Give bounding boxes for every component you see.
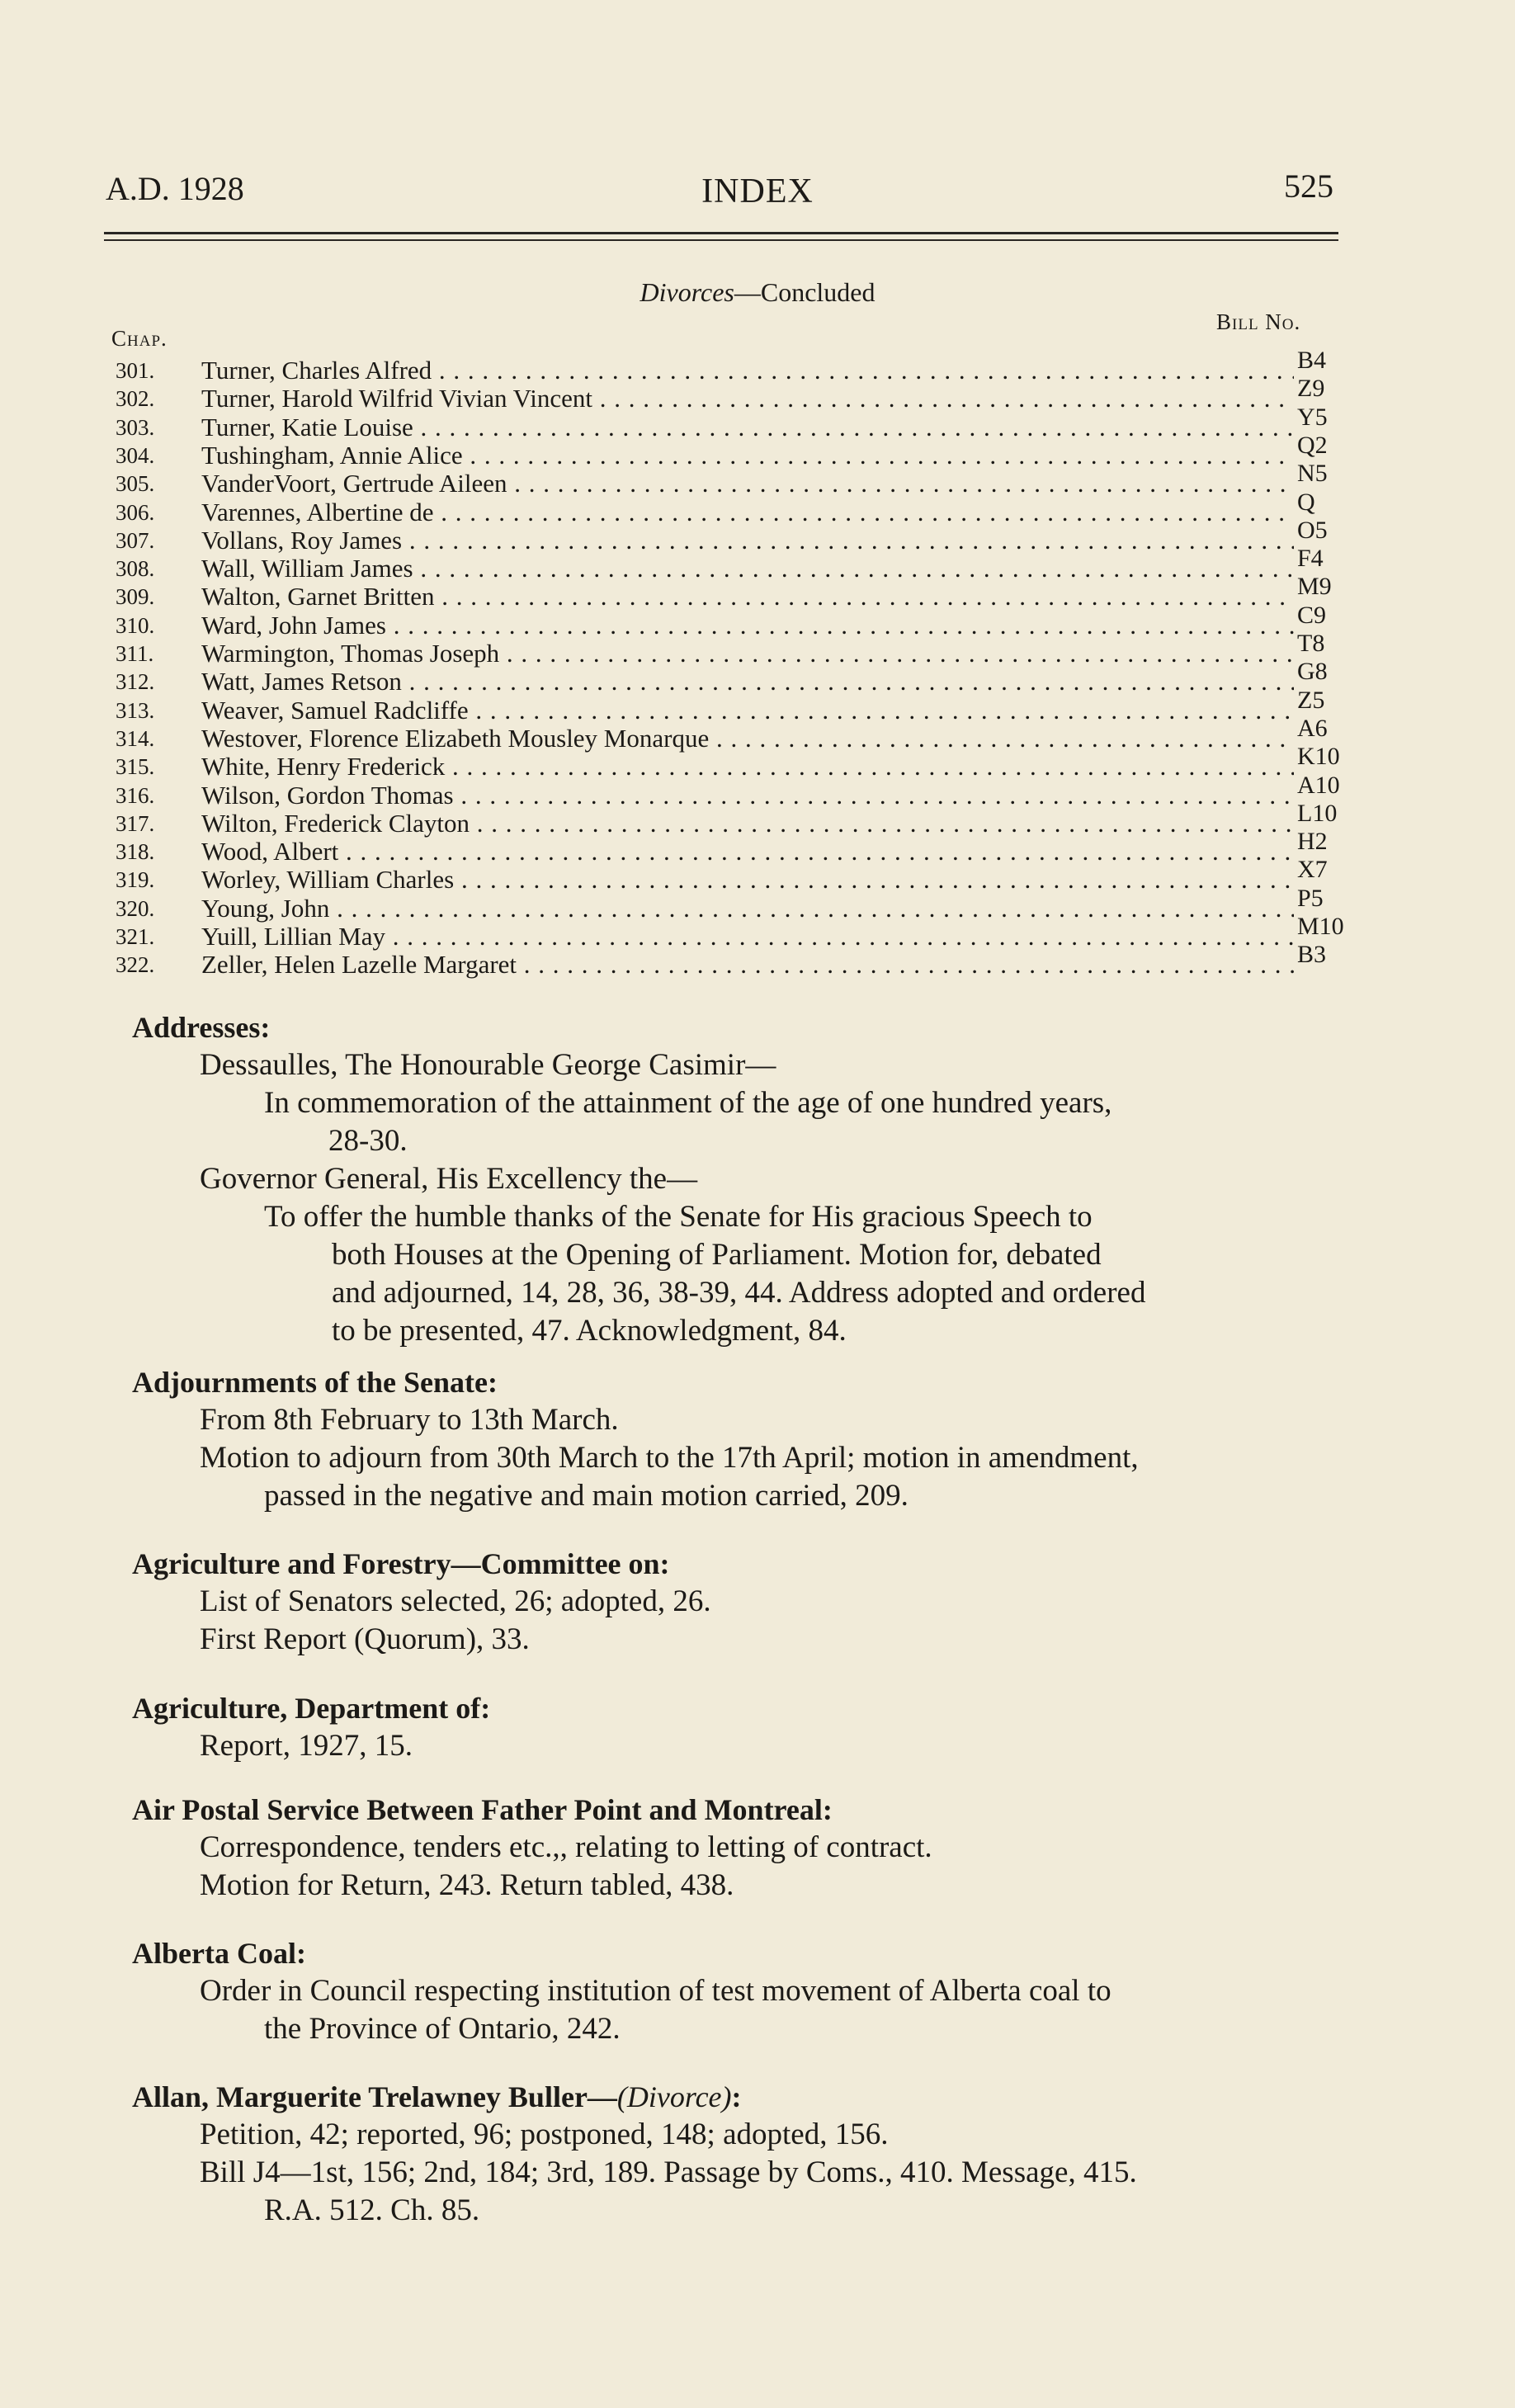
divorce-name: Worley, William Charles . . .: [201, 866, 1294, 894]
chapter-number: 310.: [116, 612, 155, 638]
divorce-name: Wilson, Gordon Thomas . . .: [201, 781, 1294, 810]
bill-number: Q2: [1297, 431, 1328, 459]
entry-allan: [132, 2078, 1362, 2230]
header-rule-bottom: [104, 239, 1338, 241]
entry-heading: Adjournments of the Senate:: [132, 1366, 498, 1399]
divorce-name: Turner, Charles Alfred . . .: [201, 356, 1294, 385]
divorce-row: [116, 601, 1345, 640]
divorce-row: [116, 686, 1345, 725]
bill-number: C9: [1297, 601, 1327, 629]
divorce-row: [116, 799, 1345, 838]
divorce-name: Vollans, Roy James . . .: [201, 526, 1294, 555]
entry-alberta-coal: [132, 1934, 1362, 2048]
divorce-name: White, Henry Frederick . . .: [201, 753, 1294, 781]
chapter-number: 320.: [116, 895, 155, 921]
chapter-number: 308.: [116, 556, 155, 582]
divorce-row: [116, 658, 1345, 696]
bill-number: A10: [1297, 771, 1340, 799]
divorce-row: [116, 856, 1345, 895]
entry-line: Motion to adjourn from 30th March to the 17th April; motion in amendment,: [200, 1441, 1139, 1475]
entry-line: Governor General, His Excellency the—: [200, 1162, 698, 1196]
bill-number: Y5: [1297, 403, 1328, 431]
bill-number: P5: [1297, 884, 1324, 912]
divorce-row: [116, 941, 1345, 980]
bill-number: Z5: [1297, 686, 1325, 714]
entry-line: Correspondence, tenders etc.,, relating to letting of contract.: [200, 1830, 932, 1864]
divorce-name: Turner, Harold Wilfrid Vivian Vincent . . .: [201, 385, 1294, 413]
entry-heading: [132, 2078, 1362, 2116]
divorce-row: [116, 375, 1345, 413]
bill-number: X7: [1297, 856, 1328, 884]
entry-line: to be presented, 47. Acknowledgment, 84.: [332, 1314, 847, 1348]
entry-line: passed in the negative and main motion carried, 209.: [264, 1479, 909, 1513]
divorce-row: [116, 573, 1345, 611]
chapter-number: 321.: [116, 924, 155, 949]
divorces-title-rest: —Concluded: [734, 277, 875, 307]
divorce-row: [116, 743, 1345, 781]
divorce-name: Wood, Albert . . .: [201, 838, 1294, 866]
header-rule-top: [104, 232, 1338, 234]
bill-number: K10: [1297, 743, 1340, 771]
chapter-number: 319.: [116, 867, 155, 893]
entry-heading: Agriculture, Department of:: [132, 1692, 491, 1725]
divorce-name: Ward, John James . . .: [201, 611, 1294, 640]
divorce-row: [116, 828, 1345, 866]
entry-line: both Houses at the Opening of Parliament. Motion for, debated: [332, 1238, 1102, 1272]
entry-line: the Province of Ontario, 242.: [264, 2012, 621, 2046]
entry-line: To offer the humble thanks of the Senate for His gracious Speech to: [264, 1200, 1093, 1234]
divorce-name: Wall, William James . . .: [201, 555, 1294, 583]
chapter-number: 312.: [116, 669, 155, 695]
divorce-row: [116, 347, 1345, 385]
chapter-number: 305.: [116, 471, 155, 497]
divorce-row: [116, 460, 1345, 498]
bill-number: G8: [1297, 658, 1328, 686]
divorce-row: [116, 431, 1345, 470]
divorce-name: Turner, Katie Louise . . .: [201, 413, 1294, 441]
chapter-number: 307.: [116, 527, 155, 553]
chapter-number: 301.: [116, 358, 155, 383]
bill-number: Z9: [1297, 375, 1325, 403]
entry-addresses: [132, 1008, 1362, 1350]
bill-number: M9: [1297, 573, 1332, 601]
divorces-title-italic: Divorces: [640, 277, 734, 307]
divorce-name: Walton, Garnet Britten . . .: [201, 583, 1294, 611]
divorce-row: [116, 630, 1345, 668]
chapter-number: 304.: [116, 442, 155, 468]
entry-adjournments: [132, 1363, 1362, 1515]
header-year: A.D. 1928: [106, 170, 244, 207]
bill-number: B4: [1297, 347, 1327, 374]
divorce-name: Watt, James Retson . . .: [201, 668, 1294, 696]
chapter-number: 314.: [116, 725, 155, 751]
page-number: 525: [1284, 168, 1333, 205]
divorce-row: [116, 913, 1345, 951]
chapter-number: 309.: [116, 584, 155, 610]
bill-column-header: Bill No.: [1216, 309, 1301, 334]
divorce-row: [116, 516, 1345, 555]
divorce-name: Warmington, Thomas Joseph . . .: [201, 640, 1294, 668]
chap-column-header: Chap.: [111, 326, 168, 351]
divorce-row: [116, 771, 1345, 810]
entry-heading: Air Postal Service Between Father Point and Montreal:: [132, 1793, 833, 1826]
bill-number: M10: [1297, 913, 1344, 940]
chapter-number: 303.: [116, 414, 155, 440]
entry-line: Dessaulles, The Honourable George Casimir—: [200, 1048, 776, 1082]
entry-line: Bill J4—1st, 156; 2nd, 184; 3rd, 189. Passage by Coms., 410. Message, 415.: [200, 2155, 1137, 2189]
entry-line: 28-30.: [328, 1124, 408, 1158]
divorce-name: Wilton, Frederick Clayton . . .: [201, 810, 1294, 838]
chapter-number: 318.: [116, 839, 155, 865]
divorce-row: [116, 545, 1345, 583]
entry-line: and adjourned, 14, 28, 36, 38-39, 44. Address adopted and ordered: [332, 1276, 1146, 1310]
bill-number: B3: [1297, 941, 1327, 969]
bill-number: A6: [1297, 714, 1328, 742]
entry-heading: Addresses:: [132, 1011, 271, 1044]
divorce-name: Tushingham, Annie Alice . . .: [201, 441, 1294, 470]
bill-number: O5: [1297, 516, 1328, 544]
chapter-number: 306.: [116, 499, 155, 525]
entry-line: Report, 1927, 15.: [200, 1729, 413, 1763]
bill-number: N5: [1297, 460, 1328, 488]
entry-heading-name: Allan, Marguerite Trelawney Buller—: [132, 2080, 617, 2113]
chapter-number: 311.: [116, 641, 154, 666]
divorce-name: Westover, Florence Elizabeth Mousley Monarque . . .: [201, 725, 1294, 753]
divorce-row: [116, 403, 1345, 441]
entry-line: Petition, 42; reported, 96; postponed, 148; adopted, 156.: [200, 2118, 889, 2151]
entry-line: List of Senators selected, 26; adopted, 26.: [200, 1584, 711, 1618]
chapter-number: 322.: [116, 952, 155, 978]
bill-number: T8: [1297, 630, 1325, 657]
bill-number: L10: [1297, 799, 1338, 827]
divorce-row: [116, 884, 1345, 923]
entry-line: Order in Council respecting institution of test movement of Alberta coal to: [200, 1974, 1111, 2008]
entry-heading-end: :: [731, 2080, 742, 2113]
entry-air-postal-service: [132, 1791, 1362, 1905]
chapter-number: 313.: [116, 697, 155, 723]
chapter-number: 302.: [116, 386, 155, 412]
entry-line: Motion for Return, 243. Return tabled, 438.: [200, 1868, 734, 1902]
divorce-name: Young, John . . .: [201, 895, 1294, 923]
divorce-row: [116, 714, 1345, 753]
entry-line: From 8th February to 13th March.: [200, 1403, 619, 1437]
divorce-name: Zeller, Helen Lazelle Margaret . . .: [201, 951, 1294, 979]
entry-heading: Alberta Coal:: [132, 1937, 306, 1970]
entry-agriculture-department: [132, 1689, 1362, 1765]
divorce-name: Weaver, Samuel Radcliffe . . .: [201, 696, 1294, 725]
divorce-name: VanderVoort, Gertrude Aileen . . .: [201, 470, 1294, 498]
chapter-number: 316.: [116, 782, 155, 808]
divorce-name: Varennes, Albertine de . . .: [201, 498, 1294, 526]
bill-number: Q: [1297, 488, 1315, 516]
chapter-number: 317.: [116, 810, 155, 836]
divorce-name: Yuill, Lillian May . . .: [201, 923, 1294, 951]
chapter-number: 315.: [116, 754, 155, 780]
entry-agriculture-forestry: [132, 1545, 1362, 1659]
entry-line: In commemoration of the attainment of the age of one hundred years,: [264, 1086, 1112, 1120]
divorces-subheading: [0, 277, 1515, 308]
header-title: INDEX: [701, 172, 814, 210]
entry-heading: Agriculture and Forestry—Committee on:: [132, 1547, 670, 1580]
entry-line: First Report (Quorum), 33.: [200, 1622, 530, 1656]
bill-number: H2: [1297, 828, 1328, 856]
entry-heading-italic: (Divorce): [616, 2080, 732, 2113]
divorce-row: [116, 488, 1345, 526]
bill-number: F4: [1297, 545, 1324, 573]
entry-line: R.A. 512. Ch. 85.: [264, 2193, 480, 2227]
